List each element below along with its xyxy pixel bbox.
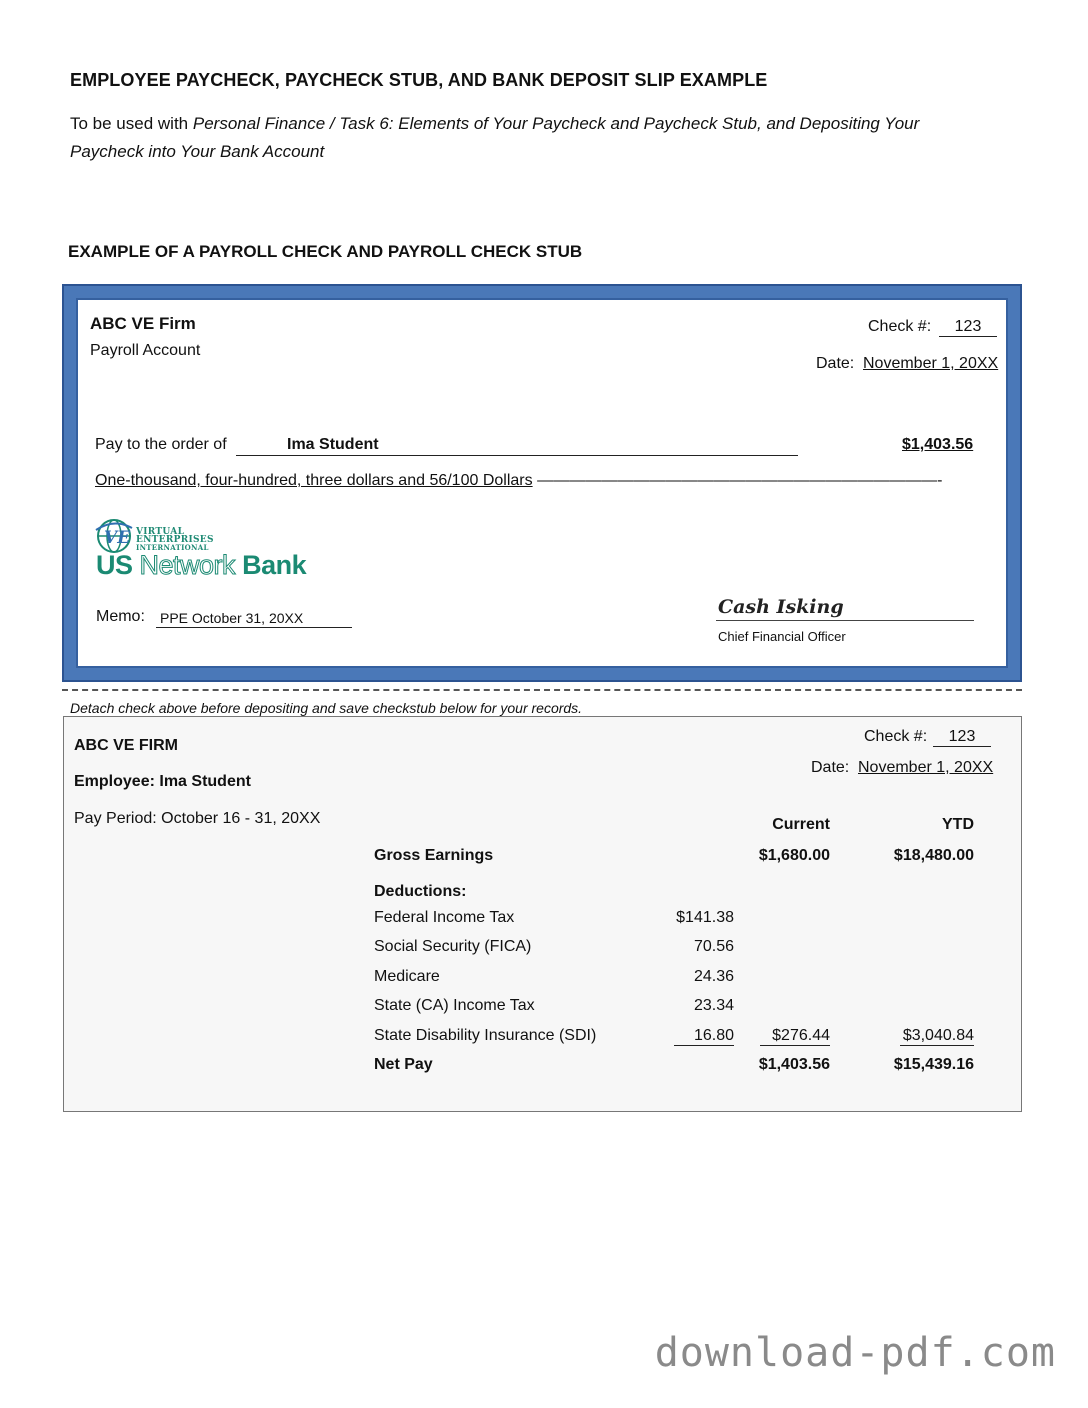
gross-earnings-current: $1,680.00: [758, 847, 830, 864]
payroll-check: [62, 284, 1022, 682]
stub-pay-period-value: October 16 - 31, 20XX: [161, 810, 321, 827]
stub-pay-period: Pay Period: October 16 - 31, 20XX: [74, 810, 321, 827]
check-stub: [63, 716, 1022, 1112]
deduction-label: State Disability Insurance (SDI): [374, 1027, 597, 1044]
signature: Cash Isking: [718, 596, 844, 618]
stub-date: November 1, 20XX: [858, 759, 994, 776]
svg-text:VE: VE: [104, 528, 131, 548]
column-ytd-header: YTD: [942, 816, 974, 833]
check-company-name: ABC VE Firm: [90, 314, 196, 333]
amount-in-words: One-thousand, four-hundred, three dollars and 56/100 Dollars: [95, 472, 533, 489]
deductions-label: Deductions:: [374, 883, 467, 900]
watermark: download-pdf.com: [654, 1330, 1056, 1376]
check-date: November 1, 20XX: [863, 355, 999, 372]
deduction-label: Social Security (FICA): [374, 938, 532, 955]
section-title: EXAMPLE OF A PAYROLL CHECK AND PAYROLL CHECK STUB: [68, 242, 583, 261]
deduction-amount: 24.36: [693, 968, 734, 985]
column-current-header: Current: [772, 816, 830, 833]
deduction-amount: $141.38: [676, 909, 734, 926]
deductions-ytd-total: $3,040.84: [900, 1027, 974, 1046]
detach-line: [62, 689, 1022, 691]
stub-check-number: 123: [933, 728, 991, 747]
bank-logo: [92, 514, 322, 584]
document-title: EMPLOYEE PAYCHECK, PAYCHECK STUB, AND BANK DEPOSIT SLIP EXAMPLE: [70, 70, 768, 90]
detach-note: Detach check above before depositing and save checkstub below for your records.: [70, 700, 583, 716]
memo-line: [156, 610, 352, 628]
bank-logo-org-text: VIRTUAL ENTERPRISES INTERNATIONAL: [136, 527, 214, 552]
amount-dash-fill: —————————————————————————-: [537, 472, 943, 489]
memo-label: Memo:: [96, 608, 145, 625]
amount-in-words-line: [95, 472, 942, 490]
deduction-amount: 70.56: [693, 938, 734, 955]
deduction-label: Federal Income Tax: [374, 909, 515, 926]
check-account-name: Payroll Account: [90, 342, 201, 359]
deduction-label: State (CA) Income Tax: [374, 997, 535, 1014]
intro-task-reference-cont: Paycheck into Your Bank Account: [70, 142, 325, 161]
payee-line: [236, 436, 798, 456]
net-pay-current: $1,403.56: [758, 1056, 830, 1073]
memo-value: PPE October 31, 20XX: [160, 610, 304, 626]
stub-date-label: Date:: [811, 759, 850, 776]
net-pay-ytd: $15,439.16: [893, 1056, 974, 1073]
deductions-current-total: $276.44: [760, 1027, 830, 1046]
deduction-amount: 16.80: [674, 1027, 734, 1046]
gross-earnings-ytd: $18,480.00: [893, 847, 974, 864]
check-amount: $1,403.56: [902, 436, 974, 453]
check-number: 123: [939, 318, 997, 337]
deduction-label: Medicare: [374, 968, 440, 985]
stub-company-name: ABC VE FIRM: [74, 737, 178, 754]
signer-title: Chief Financial Officer: [718, 629, 846, 644]
stub-employee-name: Ima Student: [159, 773, 251, 790]
signature-line: [716, 596, 974, 621]
intro-text: [70, 110, 990, 166]
bank-logo-name: US Network Bank: [96, 550, 307, 580]
stub-check-number-label: Check #:: [864, 728, 928, 745]
check-number-label: Check #:: [868, 318, 932, 335]
check-body: [76, 298, 1008, 668]
pay-to-label: Pay to the order of: [95, 436, 227, 453]
gross-earnings-label: Gross Earnings: [374, 847, 494, 864]
net-pay-label: Net Pay: [374, 1056, 433, 1073]
payee-name: Ima Student: [287, 436, 379, 453]
deduction-amount: 23.34: [693, 997, 734, 1014]
stub-employee: Employee: Ima Student: [74, 773, 251, 790]
intro-task-reference: Personal Finance / Task 6: Elements of Your Paycheck and Paycheck Stub, and Depositing Your: [192, 114, 920, 133]
intro-prefix: To be used with: [70, 114, 193, 133]
check-date-label: Date:: [816, 355, 855, 372]
